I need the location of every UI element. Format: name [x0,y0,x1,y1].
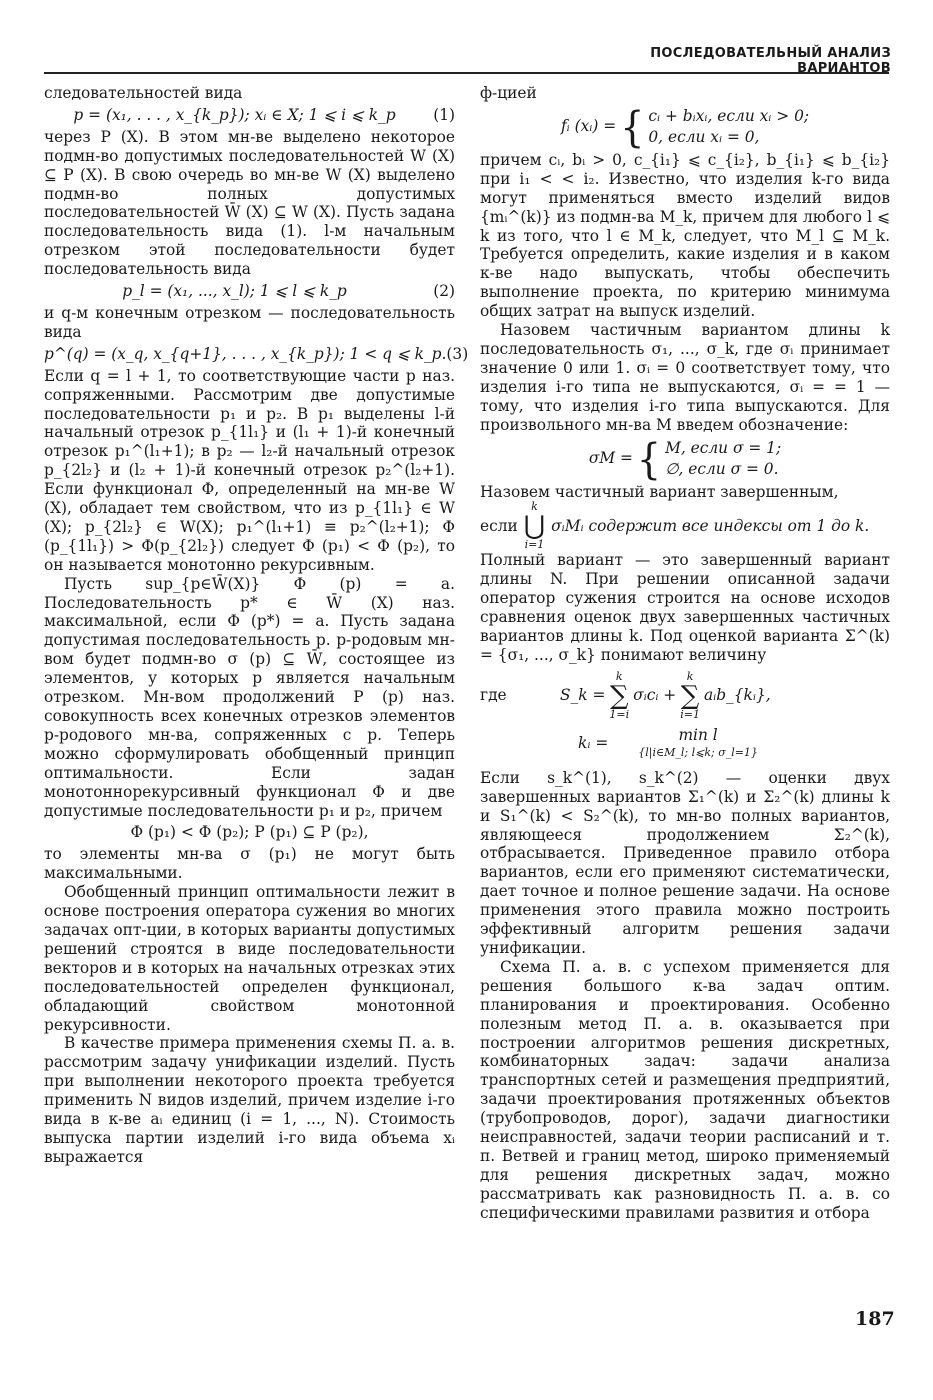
where-label: где [480,686,507,705]
union-operator [524,501,545,551]
paragraph: Схема П. а. в. с успехом применяется для решения большого к-ва задач оптим. планирования и проектирования. Особенно полезным метод П. а. в. оказывается при построении алгоритмов решения дискретных, комбинаторных задач: задачи анализа транспортных сетей и размещения предприятий, задачи проектирования протяженных объектов (трубопроводов, дорог), задачи диагностики неисправностей, задачи теории расписаний и т. п. Ветвей и границ метод, широко применяемый для решения дискретных задач, можно рассматривать как разновидность П. а. в. со специфическими правилами развития и отбора [480,957,890,1222]
brace: { [636,434,662,483]
paragraph: следовательностей вида [44,84,243,102]
equation-2 [44,282,455,301]
sum-operator [609,671,629,721]
paragraph: В качестве примера применения схемы П. а. в. рассмотрим задачу унификации изделий. Пусть при выполнении некоторого проекта требуется применить N видов изделий, причем изделие i-го вида в к-ве aᵢ единиц (i = 1, ..., N). Стоимость выпуска партии изделий i-го вида объема xᵢ выражается [44,1034,455,1166]
limit-bottom: i=1 [680,707,700,721]
paragraph: Пусть sup_{p∈W̄(X)} Φ (p) = a. Последовательность p* ∈ W̄ (X) наз. максимальной, если Φ (p*) = a. Пусть задана допустимая последовательность p. p-родовым мн-вом будет подмн-во σ (p) ⊆ W̄, состоящее из элементов, у которых p является начальным отрезком. Мн-вом продолжений P (p) наз. совокупность всех конечных отрезков элементов p-родового мн-ва, сопряженных с p. Теперь можно сформулировать обобщенный принцип оптимальности. Если задан монотоннорекурсивный функционал Φ и две допустимые последовательности p₁ и p₂, причем [44,574,455,820]
min-operator [638,727,758,761]
equation-body [578,727,890,761]
limit-top: k [531,500,538,514]
case-row: M, если σ = 1; [665,438,782,457]
min-subscript: {l|i∈M_l; l⩽k; σ_l=1} [638,745,758,759]
equation-5 [480,102,890,152]
equation-6 [480,434,890,483]
paragraph: Полный вариант — это завершенный вариант длины N. При решении описанной задачи оператор сужения строится на основе исходов сравнения оценок двух завершенных частичных вариантов длины k. Под оценкой варианта Σ^(k) = {σ₁, ..., σ_k} понимают величину [480,551,890,664]
sigma-icon: ∑ [609,680,629,711]
case-row: cᵢ + bᵢxᵢ, если xᵢ > 0; [648,106,810,125]
equation-8 [480,727,890,761]
paragraph: Если s_k^(1), s_k^(2) — оценки двух завершенных вариантов Σ₁^(k) и Σ₂^(k) длины k и S₁^(k) < S₂^(k), то мн-во полных вариантов, являющееся продолжением Σ₂^(k), отбрасывается. Приведенное правило отбора вариантов, если его применяют систематически, дает точное и полное решение задачи. На основе применения этого правила можно построить эффективный алгоритм решения задачи унификации. [480,768,890,957]
paragraph: ф-цией [480,84,537,102]
equation-3 [44,344,469,364]
paragraph: через P (X). В этом мн-ве выделено некоторое подмн-во допустимых последовательностей W (X) ⊆ P (X). В свою очередь во мн-ве W (X) выделено подмн-во полных допустимых последовательностей W̄ (X) ⊆ W (X). Пусть задана последовательность вида (1). l-м начальным отрезком этой последовательности будет последовательность вида [44,127,455,279]
paragraph: Если q = l + 1, то соответствующие части p наз. сопряженными. Рассмотрим две допустимые последовательности p₁ и p₂. В p₁ выделены l-й начальный отрезок p_{1l₁} и (l₁ + 1)-й конечный отрезок p₁^(l₁+1); в p₂ — l₂-й начальный отрезок p_{2l₂} и (l₂ + 1)-й конечный отрезок p₂^(l₂+1). Если функционал Φ, определенный на мн-ве W (X), обладает тем свойством, что из p_{1l₁} ∈ W (X); p_{2l₂} ∈ W(X); p₁^(l₁+1) ≡ p₂^(l₂+1); Φ (p_{1l₁}) > Φ(p_{2l₂}) следует Φ (p₁) < Φ (p₂), то он называется монотонно рекурсивным. [44,366,455,574]
equation-body [560,671,890,721]
header-rule [44,72,889,74]
limit-top: k [686,669,694,683]
text: σᵢMᵢ содержит все индексы от 1 до k. [551,516,870,535]
equation-lhs: S_k = [560,686,606,705]
page-number: 187 [855,1308,895,1330]
equation-1 [44,106,455,125]
equation-lhs: fᵢ (xᵢ) = [560,117,617,136]
equation-4 [44,823,455,842]
paragraph: Назовем частичный вариант завершенным, [480,482,839,501]
paragraph: и q-м конечным отрезком — последовательность вида [44,303,455,341]
equation-7 [480,671,890,721]
limit-bottom: 1=i [609,707,630,721]
paragraph: Обобщенный принцип оптимальности лежит в основе построения оператора сужения во многих задачах опт-ции, в которых варианты допустимых решений строятся в виде последовательности векторов и в которых на начальных отрезках этих последовательностей определен функционал, обладающий свойством монотонной рекурсивности. [44,883,455,1034]
union-icon: ⋃ [523,511,546,542]
sigma-icon: ∑ [680,680,700,711]
text: если [480,516,518,535]
equation-body: p^(q) = (x_q, x_{q+1}, . . . , x_{k_p}); 1 < q ⩽ k_p. [44,344,447,363]
paragraph: Назовем частичным вариантом длины k последовательность σ₁, ..., σ_k, где σᵢ принимает значение 0 или 1. σᵢ = 0 соответствует тому, что изделия i-го типа не выпускаются, σᵢ = = 1 — тому, что изделия i-го типа выпускаются. Для произвольного мн-ва M введем обозначение: [480,321,890,434]
equation-lhs: kᵢ = [578,734,609,753]
case-row: 0, если xᵢ = 0, [648,127,760,146]
term: σᵢcᵢ + [633,686,677,705]
case-row: ∅, если σ = 0. [665,459,779,478]
right-column [480,84,890,1223]
equation-number: (1) [433,105,455,124]
limit-bottom: i=1 [524,538,545,552]
paragraph: то элементы мн-ва σ (p₁) не могут быть максимальными. [44,845,455,883]
paragraph: причем cᵢ, bᵢ > 0, c_{i₁} ⩽ c_{i₂}, b_{i₁} ⩽ b_{i₂} при i₁ < < i₂. Известно, что изделия k-го вида могут применяться вместо изделий видов {mᵢ^(k)} из подмн-ва M_k, причем для любого l ⩽ k из того, что l ∈ M_k, следует, что M_l ⊆ M_k. Требуется определить, какие изделия и в каком к-ве надо выпускать, чтобы обеспечить выполнение проекта, по критерию минимума общих затрат на выпуск изделий. [480,150,890,321]
equation-body: p_l = (x₁, ..., x_l); 1 ⩽ l ⩽ k_p [122,282,347,301]
left-column [44,84,469,1167]
term: aᵢb_{kᵢ}, [703,686,771,705]
equation-body: Φ (p₁) < Φ (p₂); P (p₁) ⊆ P (p₂), [130,823,369,842]
brace: { [620,102,645,152]
equation-body [480,434,890,483]
equation-body [480,102,890,152]
sum-operator [680,671,700,721]
equation-number: (3) [446,344,469,363]
equation-body: p = (x₁, . . . , x_{k_p}); xᵢ ∈ X; 1 ⩽ i ⩽ k_p [73,105,396,124]
min-label: min l [678,725,718,744]
equation-lhs: σM = [588,449,633,468]
limit-top: k [615,669,623,683]
equation-number: (2) [433,282,455,301]
paragraph [480,501,890,551]
running-header: ПОСЛЕДОВАТЕЛЬНЫЙ АНАЛИЗ ВАРИАНТОВ [650,46,891,76]
